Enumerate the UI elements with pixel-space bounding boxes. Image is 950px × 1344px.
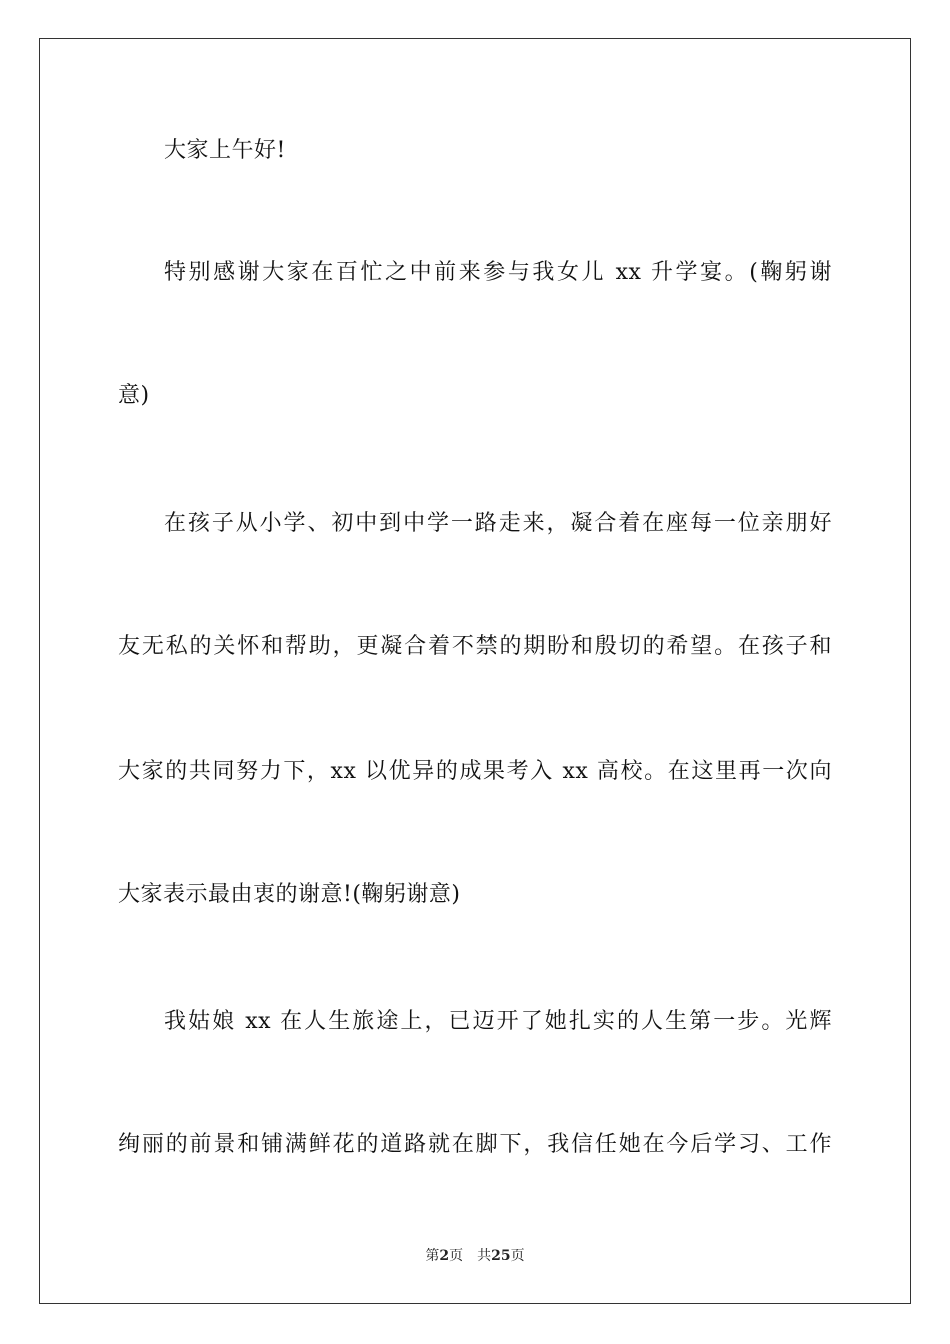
paragraph-line: 我姑娘 xx 在人生旅途上，已迈开了她扎实的人生第一步。光辉 xyxy=(164,1009,832,1034)
page-footer xyxy=(0,1246,950,1266)
footer-page-prefix: 第 xyxy=(425,1248,440,1264)
footer-page-number: 2 xyxy=(439,1248,450,1264)
footer-total-prefix: 共 xyxy=(477,1248,492,1264)
paragraph-line: 绚丽的前景和铺满鲜花的道路就在脚下，我信任她在今后学习、工作 xyxy=(118,1132,832,1157)
paragraph-line: 特别感谢大家在百忙之中前来参与我女儿 xx 升学宴。(鞠躬谢 xyxy=(164,260,832,285)
footer-page-suffix: 页 xyxy=(449,1248,464,1264)
paragraph-line: 友无私的关怀和帮助，更凝合着不禁的期盼和殷切的希望。在孩子和 xyxy=(118,634,832,659)
paragraph-line: 在孩子从小学、初中到中学一路走来，凝合着在座每一位亲朋好 xyxy=(164,511,832,536)
paragraph-greeting: 大家上午好! xyxy=(164,138,286,163)
footer-total-suffix: 页 xyxy=(510,1248,525,1264)
page-border xyxy=(39,38,911,1304)
paragraph-line: 大家表示最由衷的谢意!(鞠躬谢意) xyxy=(118,882,461,907)
paragraph-line: 意) xyxy=(118,383,150,408)
footer-total-pages: 25 xyxy=(491,1248,511,1264)
paragraph-line: 大家的共同努力下，xx 以优异的成果考入 xx 高校。在这里再一次向 xyxy=(118,759,832,784)
